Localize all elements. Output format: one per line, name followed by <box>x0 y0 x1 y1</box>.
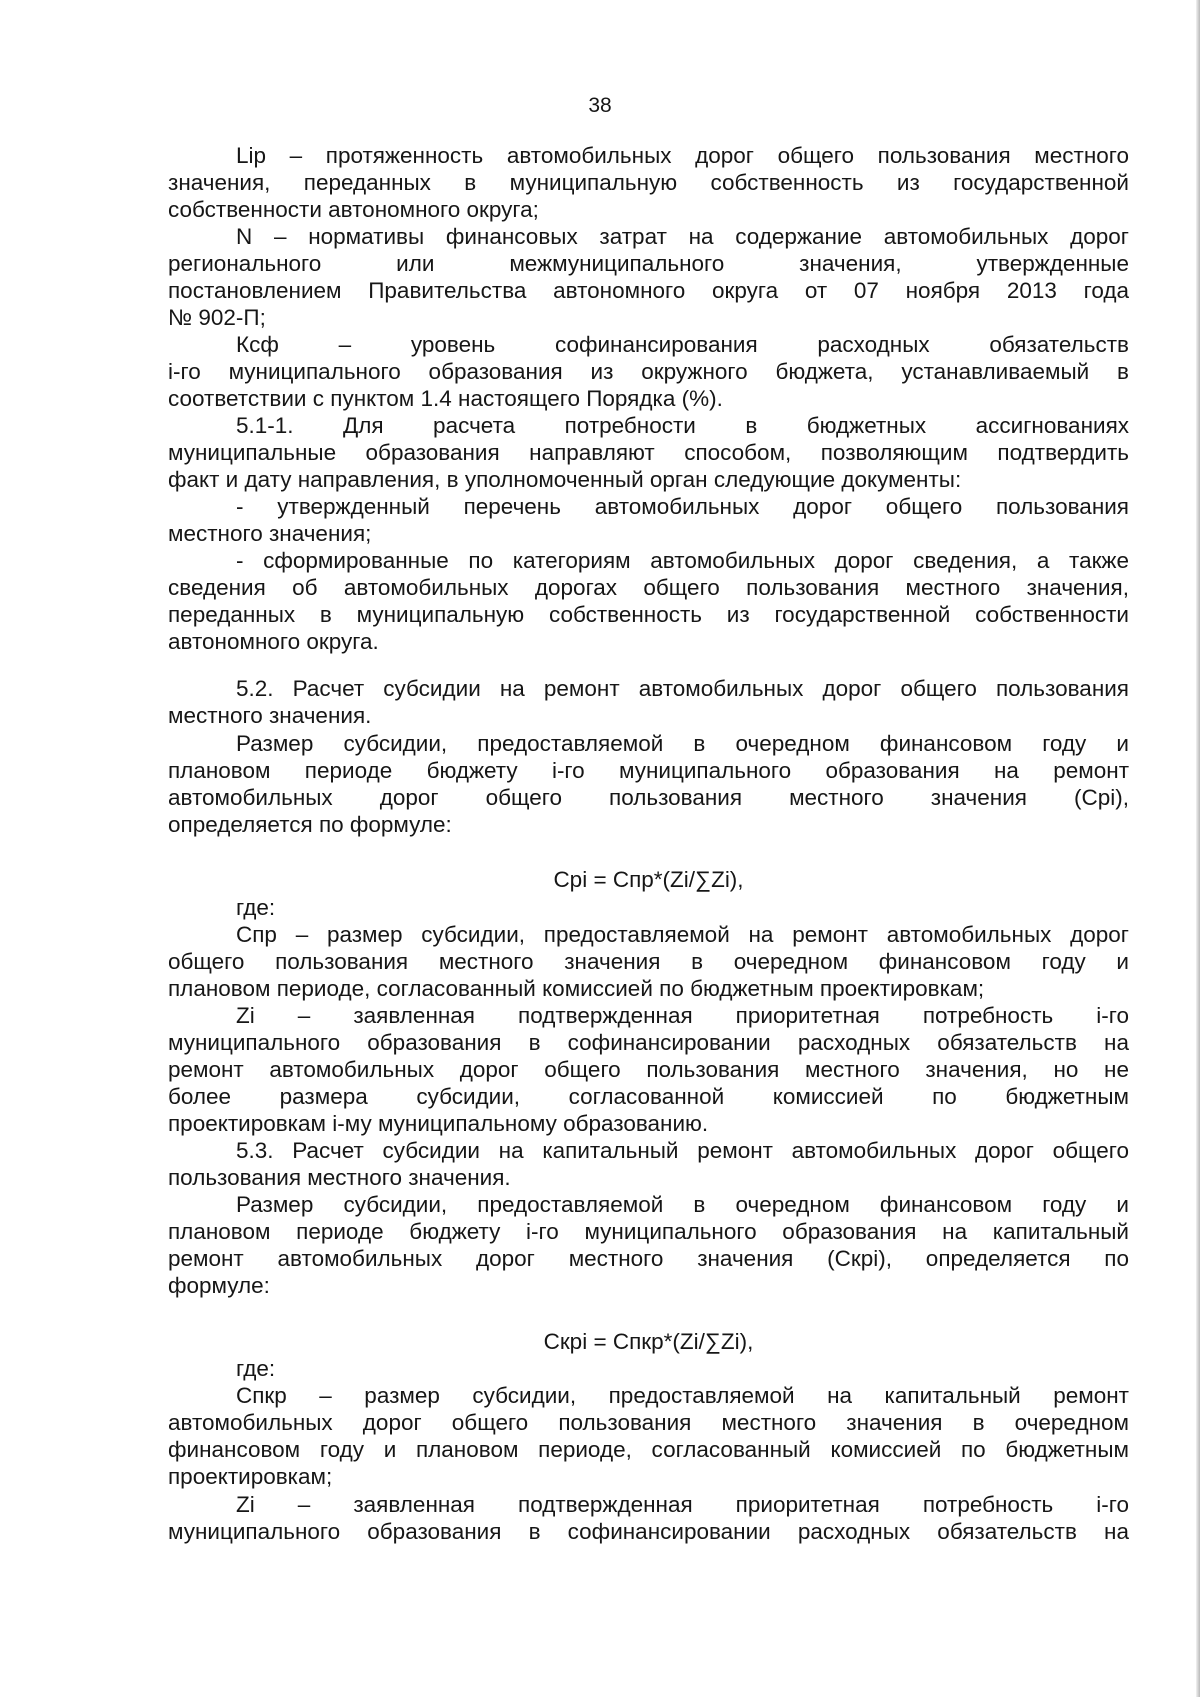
text-line: определяется по формуле: <box>168 812 452 837</box>
text-line: финансовом году и плановом периоде, согласованный комиссией по бюджетным <box>168 1437 1129 1462</box>
text-line: - утвержденный перечень автомобильных дорог общего пользования <box>236 494 1129 519</box>
text-line: местного значения; <box>168 521 372 546</box>
text-line: ремонт автомобильных дорог местного значения (Скрi), определяется по <box>168 1246 1129 1271</box>
text-line: плановом периоде бюджету i-го муниципального образования на капитальный <box>168 1219 1129 1244</box>
text-line: Zi – заявленная подтвержденная приоритетная потребность i-го <box>236 1492 1129 1517</box>
text-line: Размер субсидии, предоставляемой в очередном финансовом году и <box>236 1192 1129 1217</box>
text-line: плановом периоде бюджету i-го муниципального образования на ремонт <box>168 758 1129 783</box>
text-line: плановом периоде, согласованный комиссией по бюджетным проектировкам; <box>168 976 985 1001</box>
text-line: 5.1-1. Для расчета потребности в бюджетных ассигнованиях <box>236 413 1129 438</box>
page-edge-shadow <box>1196 0 1200 1697</box>
text-line: i-го муниципального образования из окружного бюджета, устанавливаемый в <box>168 359 1129 384</box>
text-line: муниципального образования в софинансировании расходных обязательств на <box>168 1030 1129 1055</box>
text-line: 5.2. Расчет субсидии на ремонт автомобильных дорог общего пользования <box>236 676 1129 701</box>
text-line: муниципального образования в софинансировании расходных обязательств на <box>168 1519 1129 1544</box>
text-line: проектировкам i-му муниципальному образованию. <box>168 1111 709 1136</box>
text-line: где: <box>236 895 276 920</box>
text-line: пользования местного значения. <box>168 1165 511 1190</box>
text-line: сведения об автомобильных дорогах общего пользования местного значения, <box>168 575 1129 600</box>
text-line: Ксф – уровень софинансирования расходных обязательств <box>236 332 1129 357</box>
text-line: регионального или межмуниципального значения, утвержденные <box>168 251 1129 276</box>
text-line: местного значения. <box>168 703 372 728</box>
text-line: факт и дату направления, в уполномоченный орган следующие документы: <box>168 467 962 492</box>
text-line: - сформированные по категориям автомобильных дорог сведения, а также <box>236 548 1129 573</box>
page-number: 38 <box>588 94 612 117</box>
text-line: соответствии с пунктом 1.4 настоящего Порядка (%). <box>168 386 723 411</box>
text-line: Размер субсидии, предоставляемой в очередном финансовом году и <box>236 731 1129 756</box>
text-line: муниципальные образования направляют способом, позволяющим подтвердить <box>168 440 1129 465</box>
text-line: переданных в муниципальную собственность из государственной собственности <box>168 602 1129 627</box>
text-line: постановлением Правительства автономного округа от 07 ноября 2013 года <box>168 278 1129 303</box>
text-line: Спкр – размер субсидии, предоставляемой на капитальный ремонт <box>236 1383 1129 1408</box>
text-line: ремонт автомобильных дорог общего пользования местного значения, но не <box>168 1057 1129 1082</box>
text-line: проектировкам; <box>168 1464 333 1489</box>
text-line: более размера субсидии, согласованной комиссией по бюджетным <box>168 1084 1129 1109</box>
text-line: собственности автономного округа; <box>168 197 539 222</box>
formula-ckpi: Скрi = Спкр*(Zi/∑Zi), <box>543 1329 754 1354</box>
text-line: значения, переданных в муниципальную собственность из государственной <box>168 170 1129 195</box>
text-line: автомобильных дорог общего пользования местного значения в очередном <box>168 1410 1129 1435</box>
text-line: 5.3. Расчет субсидии на капитальный ремонт автомобильных дорог общего <box>236 1138 1129 1163</box>
formula-cpi: Cpi = Спр*(Zi/∑Zi), <box>553 867 744 892</box>
text-line: Lip – протяженность автомобильных дорог общего пользования местного <box>236 143 1129 168</box>
text-line: автономного округа. <box>168 629 379 654</box>
text-line: формуле: <box>168 1273 270 1298</box>
text-line: Zi – заявленная подтвержденная приоритетная потребность i-го <box>236 1003 1129 1028</box>
text-line: где: <box>236 1356 276 1381</box>
text-line: автомобильных дорог общего пользования местного значения (Cpi), <box>168 785 1129 810</box>
text-line: N – нормативы финансовых затрат на содержание автомобильных дорог <box>236 224 1129 249</box>
text-line: общего пользования местного значения в очередном финансовом году и <box>168 949 1129 974</box>
text-line: Спр – размер субсидии, предоставляемой на ремонт автомобильных дорог <box>236 922 1129 947</box>
text-line: № 902-П; <box>168 305 266 330</box>
